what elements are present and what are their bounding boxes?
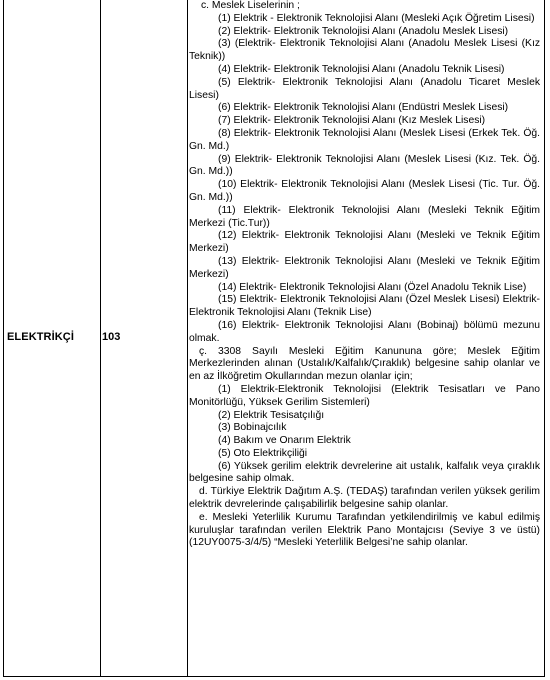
criteria-heading: c. Meslek Liselerinin ; — [201, 0, 300, 11]
criteria-item: (10) Elektrik- Elektronik Teknolojisi Alanı (Meslek Lisesi (Tic. Tur. Öğ. Gn. Md.)) — [189, 179, 540, 203]
qualification-criteria — [189, 0, 540, 550]
criteria-item: (1) Elektrik - Elektronik Teknolojisi Alanı (Mesleki Açık Öğretim Lisesi) — [218, 12, 535, 24]
criteria-item: (4) Elektrik- Elektronik Teknolojisi Alanı (Anadolu Teknik Lisesi) — [218, 63, 505, 75]
criteria-item: (3) (Elektrik- Elektronik Teknolojisi Alanı (Anadolu Meslek Lisesi (Kız Teknik)) — [189, 38, 540, 63]
criteria-list-item: (4) Bakım ve Onarım Elektrik — [218, 435, 351, 447]
column-divider — [187, 0, 188, 677]
criteria-item: (1) Elektrik-Elektronik Teknolojisi (Elektrik Tesisatları ve Pano Monitörlüğü, Yüksek Gerilim Sistemleri) — [189, 383, 540, 408]
criteria-item: (6) Yüksek gerilim elektrik devrelerine ait ustalık, kalfalık veya çıraklık belgesine sahip olmak. — [189, 460, 540, 485]
criteria-item: (16) Elektrik- Elektronik Teknolojisi Alanı (Bobinaj) bölümü mezunu olmak. — [189, 319, 540, 344]
profession-code: 103 — [102, 331, 121, 343]
criteria-item: (7) Elektrik- Elektronik Teknolojisi Alanı (Kız Meslek Lisesi) — [218, 115, 486, 127]
criteria-item: (2) Elektrik- Elektronik Teknolojisi Alanı (Anadolu Meslek Lisesi) — [218, 25, 509, 37]
criteria-section: d. Türkiye Elektrik Dağıtım A.Ş. (TEDAŞ) tarafından verilen yüksek gerilim elektrik devrelerinde çalışabilirlik belgesine sahip olanlar. — [189, 486, 540, 511]
criteria-section: e. Mesleki Yeterlilik Kurumu Tarafından yetkilendirilmiş ve kabul edilmiş kuruluşlar tarafından verilen Elektrik Pano Montajcısı (Seviye 3 ve üstü) (12UY0075-3/4/5) “Mesleki Yeterlilik Belgesi’ne sahip olanlar. — [189, 511, 540, 549]
criteria-item: (6) Elektrik- Elektronik Teknolojisi Alanı (Endüstri Meslek Lisesi) — [218, 102, 509, 114]
criteria-item: (12) Elektrik- Elektronik Teknolojisi Alanı (Mesleki ve Teknik Eğitim Merkezi) — [189, 230, 540, 255]
criteria-item: (15) Elektrik- Elektronik Teknolojisi Alanı (Özel Meslek Lisesi) Elektrik- Elektronik Teknolojisi Alanı (Teknik Lise) — [189, 294, 540, 319]
criteria-list-item: (5) Oto Elektrikçiliği — [218, 447, 308, 459]
criteria-list-item: (2) Elektrik Tesisatçılığı — [218, 409, 325, 421]
criteria-item: (8) Elektrik- Elektronik Teknolojisi Alanı (Meslek Lisesi (Erkek Tek. Öğ. Gn. Md.) — [189, 127, 540, 152]
criteria-list-item: (3) Bobinajcılık — [218, 422, 287, 434]
criteria-item: (14) Elektrik- Elektronik Teknolojisi Alanı (Özel Anadolu Teknik Lise) — [218, 281, 527, 293]
criteria-item: (13) Elektrik- Elektronik Teknolojisi Alanı (Mesleki ve Teknik Eğitim Merkezi) — [189, 255, 540, 280]
profession-title: ELEKTRİKÇİ — [7, 331, 74, 343]
criteria-item: (11) Elektrik- Elektronik Teknolojisi Alanı (Mesleki Teknik Eğitim Merkezi (Tic.Tur)) — [189, 204, 540, 229]
criteria-item: (9) Elektrik- Elektronik Teknolojisi Alanı (Meslek Lisesi (Kız. Tek. Öğ. Gn. Md.)) — [189, 153, 540, 178]
criteria-item: (5) Elektrik- Elektronik Teknolojisi Alanı (Anadolu Ticaret Meslek Lisesi) — [189, 76, 540, 101]
column-divider — [100, 0, 101, 677]
criteria-section: ç. 3308 Sayılı Mesleki Eğitim Kanununa göre; Meslek Eğitim Merkezlerinden alınan (Ustalık/Kalfalık/Çıraklık) belgesine sahip olanlar ve en az İlköğretim Okullarından mezun olanlar için; — [189, 345, 540, 383]
